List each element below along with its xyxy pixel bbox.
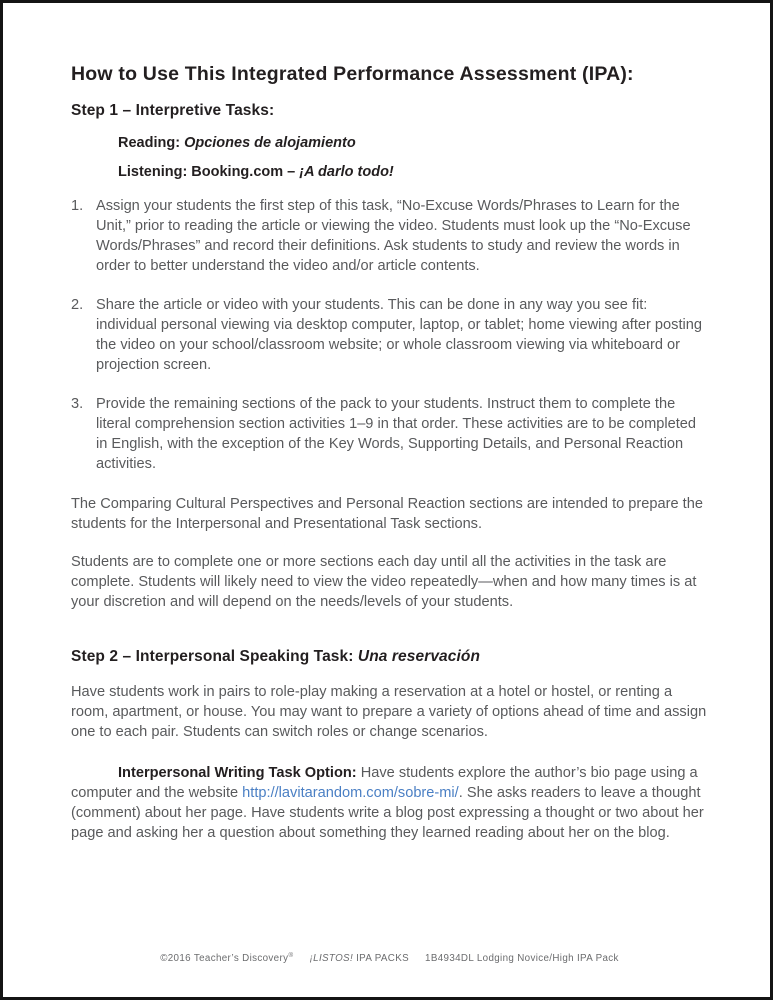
list-item [71, 196, 708, 276]
step2-heading-main: Step 2 – Interpersonal Speaking Task: [71, 648, 358, 665]
step2-heading-task-title: Una reservación [357, 648, 481, 665]
paragraph-roleplay: Have students work in pairs to role-play making a reservation at a hotel or hostel, or renting a room, apartment, or house. You may want to prepare a variety of options ahead of time and assign one to each pair. Students can switch roles or change scenarios. [71, 684, 707, 740]
listening-line [118, 164, 708, 180]
step2-heading [71, 648, 708, 666]
list-item-text: Assign your students the first step of this task, “No-Excuse Words/Phrases to Learn for the Unit,” prior to reading the article or viewing the video. Students must look up the “No-Excuse Words/Phrases” and record their definitions. Ask students to study and review the words in order to better understand the video and/or article contents. [96, 198, 691, 274]
paragraph-comparing-sections: The Comparing Cultural Perspectives and Personal Reaction sections are intended to prepare the students for the Interpersonal and Presentational Task sections. [71, 496, 703, 532]
reading-line [118, 135, 708, 151]
page-footer [71, 952, 708, 997]
footer-copyright: ©2016 Teacher’s Discovery® [160, 952, 294, 964]
reading-title: Opciones de alojamiento [184, 135, 356, 151]
writing-option-label: Interpersonal Writing Task Option: [118, 765, 357, 781]
listening-label: Listening: Booking.com – [118, 164, 300, 180]
footer-product-code: 1B4934DL Lodging Novice/High IPA Pack [425, 953, 619, 964]
writing-option-text-before-link: Have students explore the author’s bio page using a computer and the website [71, 765, 698, 801]
list-item-text: Provide the remaining sections of the pack to your students. Instruct them to complete the literal comprehension section activities 1–9 in that order. These activities are to be completed in English, with the exception of the Key Words, Supporting Details, and Personal Reaction activities. [96, 396, 697, 472]
reading-label: Reading: [118, 135, 185, 151]
writing-option-text-after-link: . She asks readers to leave a thought (comment) about her page. Have students write a blog post expressing a thought or two about her page and asking her a question about something they learned reading about her on the blog. [71, 785, 704, 841]
list-item-number: 2. [71, 297, 84, 313]
registered-trademark-mark: ® [288, 952, 294, 959]
footer-series: ¡LISTOS! IPA PACKS [309, 953, 409, 964]
page-title: How to Use This Integrated Performance Assessment (IPA): [71, 63, 634, 85]
list-item-text: Share the article or video with your students. This can be done in any way you see fit: individual personal viewing via desktop computer, laptop, or tablet; home viewing after posting the video on your school/classroom website; or whole classroom viewing via whiteboard or projection screen. [96, 297, 702, 373]
paragraph-completion-pacing: Students are to complete one or more sections each day until all the activities in the task are complete. Students will likely need to view the video repeatedly—when and how many times is at your discretion and will depend on the needs/levels of your students. [71, 554, 697, 610]
listening-title: ¡A darlo todo! [299, 164, 394, 180]
list-item [71, 295, 708, 375]
list-item-number: 3. [71, 396, 84, 412]
list-item-number: 1. [71, 198, 84, 214]
instruction-list [71, 196, 708, 493]
step1-heading: Step 1 – Interpretive Tasks: [71, 102, 275, 119]
paragraph-writing-option [71, 763, 708, 843]
author-bio-link[interactable]: http://lavitarandom.com/sobre-mi/ [242, 785, 459, 801]
list-item [71, 394, 708, 474]
